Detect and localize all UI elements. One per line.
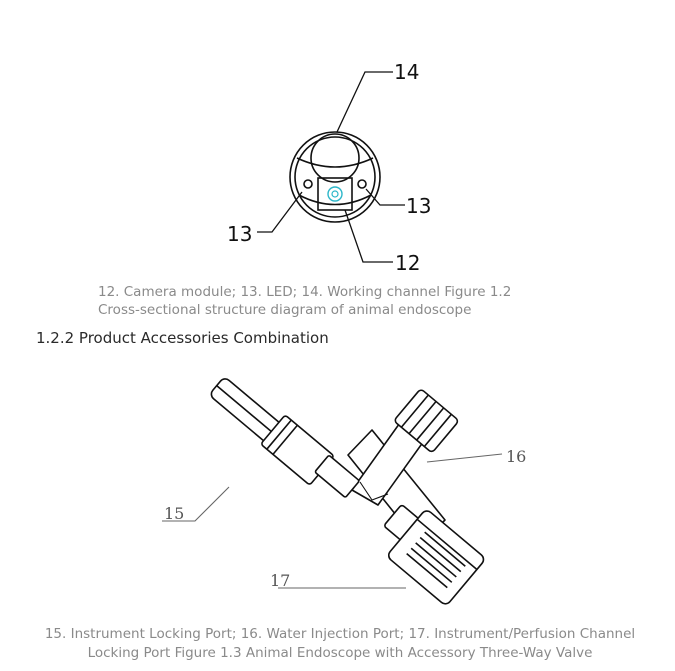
section-heading: 1.2.2 Product Accessories Combination: [36, 329, 329, 347]
figure-1-3-caption-line1: 15. Instrument Locking Port; 16. Water Injection Port; 17. Instrument/Perfusion Channel: [44, 626, 636, 642]
three-way-valve-drawing: [209, 376, 486, 606]
callout-12: 12: [395, 251, 421, 275]
figure-1-3-caption: [20, 625, 660, 663]
figure-1-2-caption-line1: 12. Camera module; 13. LED; 14. Working channel Figure 1.2: [98, 284, 512, 300]
working-channel-shape: [311, 134, 359, 182]
figure-1-3-caption-line2: Locking Port Figure 1.3 Animal Endoscope with Accessory Three-Way Valve: [87, 645, 593, 661]
endoscope-tip-cross-section: [257, 72, 405, 262]
callout-13-right: 13: [406, 194, 432, 218]
callout-15: 15: [164, 504, 185, 523]
led-left-shape: [304, 180, 312, 188]
callout-13-left: 13: [227, 222, 253, 246]
figure-1-2-caption-line2: Cross-sectional structure diagram of animal endoscope: [98, 302, 472, 318]
figure-1-2-caption: [98, 283, 568, 319]
led-right-shape: [358, 180, 366, 188]
callout-14: 14: [394, 60, 420, 84]
camera-lens-shape: [328, 187, 342, 201]
callout-17: 17: [270, 571, 291, 590]
callout-16: 16: [506, 447, 527, 466]
